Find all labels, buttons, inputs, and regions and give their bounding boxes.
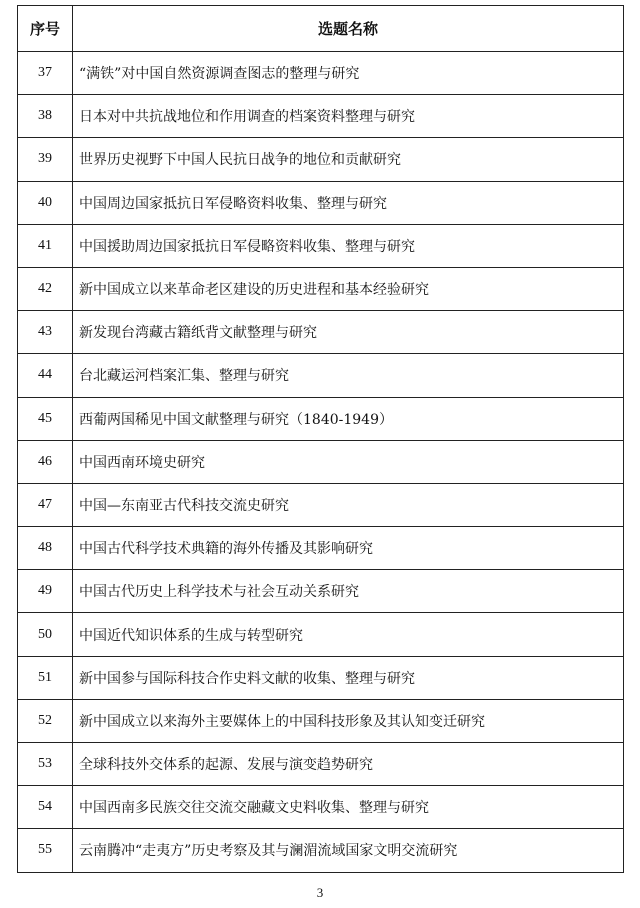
table-row [18, 95, 624, 138]
row-title: 中国西南环境史研究 [73, 440, 624, 483]
row-number: 37 [18, 52, 73, 95]
table-row [18, 527, 624, 570]
row-number: 47 [18, 483, 73, 526]
table-row [18, 483, 624, 526]
row-title: 新中国参与国际科技合作史料文献的收集、整理与研究 [73, 656, 624, 699]
row-number: 39 [18, 138, 73, 181]
row-title: 世界历史视野下中国人民抗日战争的地位和贡献研究 [73, 138, 624, 181]
row-number: 46 [18, 440, 73, 483]
table-row [18, 743, 624, 786]
table-row [18, 354, 624, 397]
table-row [18, 570, 624, 613]
row-title: 中国—东南亚古代科技交流史研究 [73, 483, 624, 526]
table-header-row [18, 6, 624, 52]
row-number: 51 [18, 656, 73, 699]
row-title: 云南腾冲“走夷方”历史考察及其与澜湄流域国家文明交流研究 [73, 829, 624, 872]
row-number: 44 [18, 354, 73, 397]
row-title: 中国古代历史上科学技术与社会互动关系研究 [73, 570, 624, 613]
row-number: 41 [18, 224, 73, 267]
row-number: 52 [18, 699, 73, 742]
table-row [18, 181, 624, 224]
row-number: 53 [18, 743, 73, 786]
table-row [18, 613, 624, 656]
row-number: 40 [18, 181, 73, 224]
table-row [18, 699, 624, 742]
row-number: 42 [18, 267, 73, 310]
row-number: 45 [18, 397, 73, 440]
header-number: 序号 [18, 6, 73, 52]
row-number: 48 [18, 527, 73, 570]
row-title: 新发现台湾藏古籍纸背文献整理与研究 [73, 311, 624, 354]
row-number: 50 [18, 613, 73, 656]
page-number: 3 [316, 885, 324, 900]
row-title: 西葡两国稀见中国文献整理与研究（1840-1949） [73, 397, 624, 440]
table-row [18, 138, 624, 181]
row-number: 49 [18, 570, 73, 613]
topic-table-container [17, 5, 623, 873]
row-title: 日本对中共抗战地位和作用调查的档案资料整理与研究 [73, 95, 624, 138]
table-row [18, 829, 624, 872]
row-title: 新中国成立以来海外主要媒体上的中国科技形象及其认知变迁研究 [73, 699, 624, 742]
table-row [18, 440, 624, 483]
table-row [18, 397, 624, 440]
row-title: 中国周边国家抵抗日军侵略资料收集、整理与研究 [73, 181, 624, 224]
header-title: 选题名称 [73, 6, 624, 52]
row-title: “满铁”对中国自然资源调查图志的整理与研究 [73, 52, 624, 95]
row-title: 中国近代知识体系的生成与转型研究 [73, 613, 624, 656]
row-title: 中国西南多民族交往交流交融藏文史料收集、整理与研究 [73, 786, 624, 829]
table-row [18, 311, 624, 354]
row-title: 台北藏运河档案汇集、整理与研究 [73, 354, 624, 397]
table-row [18, 656, 624, 699]
table-row [18, 267, 624, 310]
table-row [18, 786, 624, 829]
row-number: 38 [18, 95, 73, 138]
row-number: 43 [18, 311, 73, 354]
table-row [18, 52, 624, 95]
row-title: 全球科技外交体系的起源、发展与演变趋势研究 [73, 743, 624, 786]
row-number: 55 [18, 829, 73, 872]
topic-table [17, 5, 624, 873]
row-title: 新中国成立以来革命老区建设的历史进程和基本经验研究 [73, 267, 624, 310]
table-row [18, 224, 624, 267]
row-number: 54 [18, 786, 73, 829]
row-title: 中国援助周边国家抵抗日军侵略资料收集、整理与研究 [73, 224, 624, 267]
row-title: 中国古代科学技术典籍的海外传播及其影响研究 [73, 527, 624, 570]
